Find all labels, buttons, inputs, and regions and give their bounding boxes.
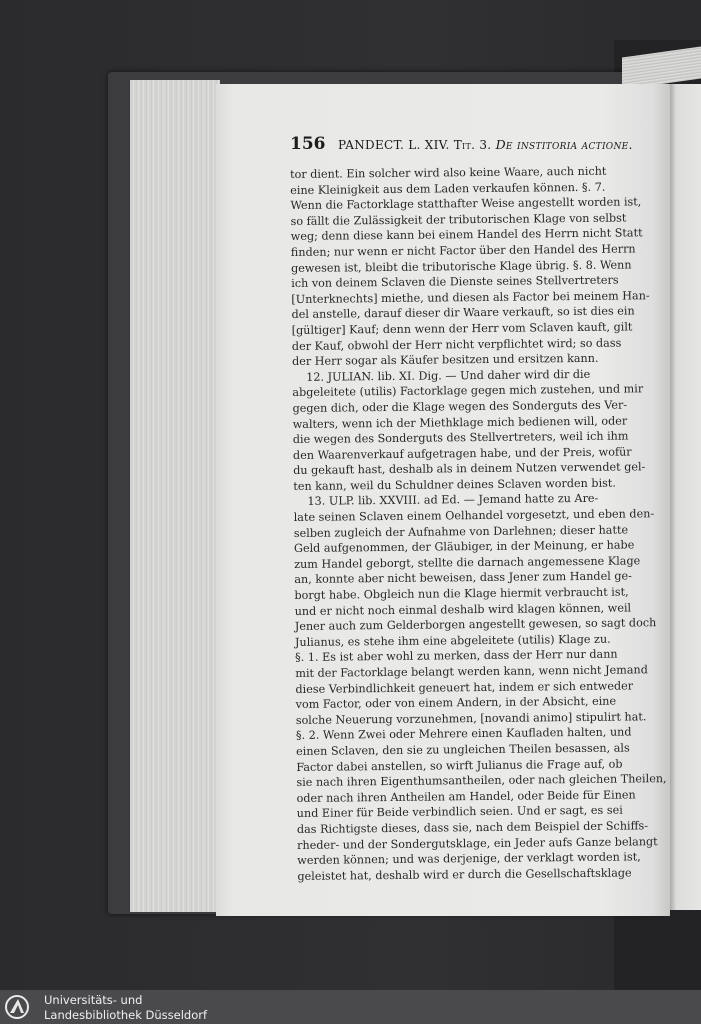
text-line: finden; nur wenn er nicht Factor über den Handel des Herrn — [290, 242, 636, 259]
text-line: tor dient. Ein solcher wird also keine Waare, auch nicht — [290, 164, 607, 181]
text-line: abgeleitete (utilis) Factorklage gegen mich zustehen, und mir — [292, 382, 644, 400]
text-line: ich von deinem Sclaven die Dienste seines Stellvertreters — [291, 273, 619, 291]
text-line: ten kann, weil du Schuldner deines Sclaven worden bist. — [293, 476, 616, 493]
section-start-13: 13. ULP. lib. XXVIII. ad Ed. — Jemand hatte zu Are- — [307, 492, 599, 509]
text-line: Jener auch zum Gelderborgen angestellt gewesen, so sagt doch — [294, 616, 657, 634]
text-line: so fällt die Zulässigkeit der tributorischen Klage von selbst — [290, 211, 627, 228]
library-name-line1: Universitäts- und — [44, 993, 143, 1007]
text-line: Wenn die Factorklage statthafter Weise angestellt worden ist, — [290, 195, 642, 213]
text-line: weg; denn diese kann bei einem Handel des Herrn nicht Statt — [290, 226, 643, 244]
text-line: zum Handel geborgt, stellte die darnach angemessene Klage — [294, 554, 641, 571]
text-line: late seinen Sclaven einem Oelhandel vorgesetzt, und eben den- — [293, 507, 655, 525]
text-line: den Waarenverkauf aufgetragen habe, und der Preis, wofür — [292, 445, 632, 462]
text-line: mit der Factorklage belangt werden kann, wenn nicht Jemand — [295, 663, 648, 680]
library-name — [44, 993, 207, 1022]
text-line: das Richtigste dieses, dass sie, nach dem Beispiel der Schiffs- — [296, 819, 649, 836]
text-line: walters, wenn ich der Miethklage mich bedienen will, oder — [292, 413, 628, 431]
text-line: [gültiger] Kauf; denn wenn der Herr vom Sclaven kauft, gilt — [291, 320, 633, 337]
text-line: an, konnte aber nicht beweisen, dass Jener zum Handel ge- — [294, 569, 632, 587]
text-line: du gekauft hast, deshalb als in deinem Nutzen verwendet gel- — [293, 460, 646, 478]
text-line: del anstelle, darauf dieser dir Waare verkauft, so ist dies ein — [291, 304, 635, 322]
text-line: die wegen des Sonderguts des Stellvertreters, weil ich ihm — [292, 429, 629, 447]
text-line: und Einer für Beide verbindlich seien. Und er sagt, es sei — [296, 803, 623, 821]
ulb-logo-icon[interactable] — [4, 994, 32, 1020]
text-line: gegen dich, oder die Klage wegen des Sonderguts des Ver- — [292, 398, 628, 415]
text-line: eine Kleinigkeit aus dem Laden verkaufen können. §. 7. — [290, 180, 606, 197]
text-line: Geld aufgenommen, der Gläubiger, in der Meinung, er habe — [293, 538, 635, 556]
text-line: rheder- und der Sondergutsklage, ein Jeder aufs Ganze belangt — [297, 834, 658, 852]
text-line: Factor dabei anstellen, so wirft Julianus die Frage auf, ob — [296, 757, 623, 774]
text-line: geleistet hat, deshalb wird er durch die Gesellschaftsklage — [297, 866, 632, 883]
text-line: vom Factor, oder von einem Andern, in der Absicht, eine — [295, 694, 617, 712]
running-head — [338, 137, 633, 152]
library-name-line2: Landesbibliothek Düsseldorf — [44, 1007, 208, 1022]
text-line: solche Neuerung vorzunehmen, [novandi animo] stipulirt hat. — [295, 710, 647, 727]
running-title: De institoria actione. — [495, 137, 633, 152]
text-line: einen Sclaven, den sie zu ungleichen Theilen besassen, als — [296, 741, 630, 758]
text-line: oder nach ihren Antheilen am Handel, oder Beide für Einen — [296, 788, 636, 805]
text-line: werden können; und was derjenige, der verklagt worden ist, — [297, 850, 641, 868]
running-head-ref: PANDECT. L. XIV. Tit. 3. — [338, 138, 492, 152]
text-line: Julianus, es stehe ihm eine abgeleitete (utilis) Klage zu. — [294, 632, 611, 649]
text-line: und er nicht noch einmal deshalb wird klagen können, weil — [294, 601, 632, 618]
text-line: [Unterknechts] miethe, und diesen als Factor bei meinem Han- — [291, 288, 650, 306]
text-line: sie nach ihren Eigenthumsantheilen, oder nach gleichen Theilen, — [296, 772, 667, 790]
text-line: der Kauf, obwohl der Herr nicht verpflichtet wird; so dass — [291, 336, 622, 353]
text-line: selben zugleich der Aufnahme von Darlehnen; dieser hatte — [293, 523, 629, 540]
text-line: §. 1. Es ist aber wohl zu merken, dass der Herr nur dann — [295, 648, 618, 665]
facing-page — [668, 84, 701, 910]
text-line: der Herr sogar als Käufer besitzen und ersitzen kann. — [291, 351, 599, 369]
text-line: §. 2. Wenn Zwei oder Mehrere einen Kaufladen halten, und — [295, 725, 632, 743]
text-line: diese Verbindlichkeit geneuert hat, indem er sich entweder — [295, 679, 634, 696]
page-number: 156 — [290, 134, 326, 154]
page-header — [290, 134, 633, 156]
text-line: borgt habe. Obgleich nun die Klage hiermit verbraucht ist, — [294, 585, 629, 603]
section-start-12: 12. JULIAN. lib. XI. Dig. — Und daher wird dir die — [306, 367, 591, 384]
page-edges — [130, 80, 220, 912]
page-body — [290, 163, 665, 884]
text-line: gewesen ist, bleibt die tributorische Klage übrig. §. 8. Wenn — [290, 257, 632, 275]
